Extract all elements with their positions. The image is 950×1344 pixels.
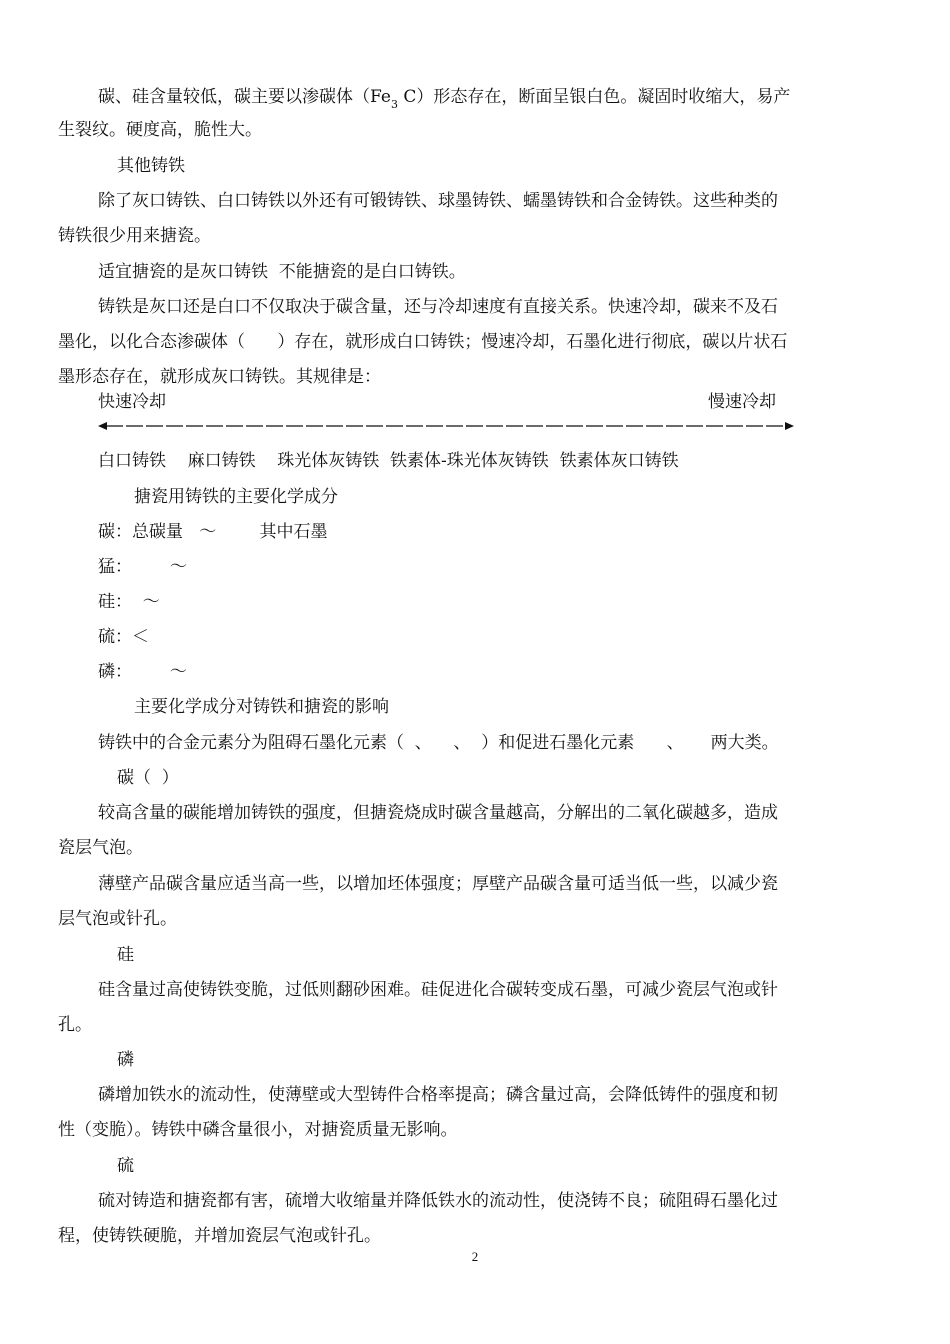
sulfur-content-line: 硫：＜ bbox=[98, 627, 149, 647]
cooling-rule-line-2: 墨化，以化合态渗碳体（ ）存在，就形成白口铸铁；慢速冷却，石墨化进行彻底，碳以片状石 bbox=[58, 332, 788, 352]
silicon-effect-line-1: 硅含量过高使铸铁变脆，过低则翻砂困难。硅促进化合碳转变成石墨，可减少瓷层气泡或针 bbox=[98, 980, 778, 1000]
suitable-iron-line: 适宜搪瓷的是灰口铸铁 不能搪瓷的是白口铸铁。 bbox=[98, 262, 466, 282]
iron-types-line: 白口铸铁 麻口铸铁 珠光体灰铸铁 铁素体-珠光体灰铸铁 铁素体灰口铸铁 bbox=[98, 451, 679, 471]
carbon-heading: 碳（ ） bbox=[117, 768, 179, 788]
sulfur-effect-line-1: 硫对铸造和搪瓷都有害，硫增大收缩量并降低铁水的流动性，使浇铸不良；硫阻碍石墨化过 bbox=[98, 1191, 778, 1211]
influence-heading: 主要化学成分对铸铁和搪瓷的影响 bbox=[134, 697, 389, 717]
sulfur-effect-line-2: 程，使铸铁硬脆，并增加瓷层气泡或针孔。 bbox=[58, 1226, 381, 1246]
sulfur-heading: 硫 bbox=[117, 1156, 134, 1176]
composition-heading: 搪瓷用铸铁的主要化学成分 bbox=[134, 487, 338, 507]
white-iron-text-line-1 bbox=[98, 86, 791, 111]
alloy-elements-line: 铸铁中的合金元素分为阻碍石墨化元素（ 、 、 ）和促进石墨化元素 、 两大类。 bbox=[98, 733, 779, 753]
cooling-rule-line-3: 墨形态存在，就形成灰口铸铁。其规律是： bbox=[58, 367, 381, 387]
phosphorus-heading: 磷 bbox=[117, 1050, 134, 1070]
silicon-effect-line-2: 孔。 bbox=[58, 1015, 92, 1035]
text-segment: 碳、硅含量较低，碳主要以渗碳体（Fe bbox=[98, 87, 391, 107]
carbon-wall-line-1: 薄壁产品碳含量应适当高一些，以增加坯体强度；厚壁产品碳含量可适当低一些，以减少瓷 bbox=[98, 874, 778, 894]
double-arrow-icon bbox=[98, 416, 794, 436]
page-number: 2 bbox=[471, 1249, 479, 1264]
manganese-content-line: 猛： ～ bbox=[98, 557, 187, 577]
phosphorus-effect-line-2: 性（变脆）。铸铁中磷含量很小，对搪瓷质量无影响。 bbox=[58, 1120, 458, 1140]
slow-cooling-label: 慢速冷却 bbox=[708, 392, 776, 412]
other-iron-text-line-1: 除了灰口铸铁、白口铸铁以外还有可锻铸铁、球墨铸铁、蠕墨铸铁和合金铸铁。这些种类的 bbox=[98, 191, 778, 211]
carbon-effect-line-2: 瓷层气泡。 bbox=[58, 838, 143, 858]
white-iron-text-line-2: 生裂纹。硬度高，脆性大。 bbox=[58, 120, 262, 140]
carbon-effect-line-1: 较高含量的碳能增加铸铁的强度，但搪瓷烧成时碳含量越高，分解出的二氧化碳越多，造成 bbox=[98, 803, 778, 823]
carbon-wall-line-2: 层气泡或针孔。 bbox=[58, 909, 177, 929]
fast-cooling-label: 快速冷却 bbox=[98, 392, 166, 412]
text-segment: C）形态存在，断面呈银白色。凝固时收缩大，易产 bbox=[397, 87, 791, 107]
subscript: 3 bbox=[390, 98, 398, 111]
silicon-heading: 硅 bbox=[117, 945, 134, 965]
other-iron-text-line-2: 铸铁很少用来搪瓷。 bbox=[58, 226, 211, 246]
silicon-content-line: 硅： ～ bbox=[98, 592, 160, 612]
carbon-content-line: 碳：总碳量 ～ 其中石墨 bbox=[98, 522, 328, 542]
phosphorus-content-line: 磷： ～ bbox=[98, 662, 187, 682]
cooling-rule-line-1: 铸铁是灰口还是白口不仅取决于碳含量，还与冷却速度有直接关系。快速冷却，碳来不及石 bbox=[98, 297, 778, 317]
other-cast-iron-heading: 其他铸铁 bbox=[117, 156, 185, 176]
phosphorus-effect-line-1: 磷增加铁水的流动性，使薄壁或大型铸件合格率提高；磷含量过高，会降低铸件的强度和韧 bbox=[98, 1085, 778, 1105]
